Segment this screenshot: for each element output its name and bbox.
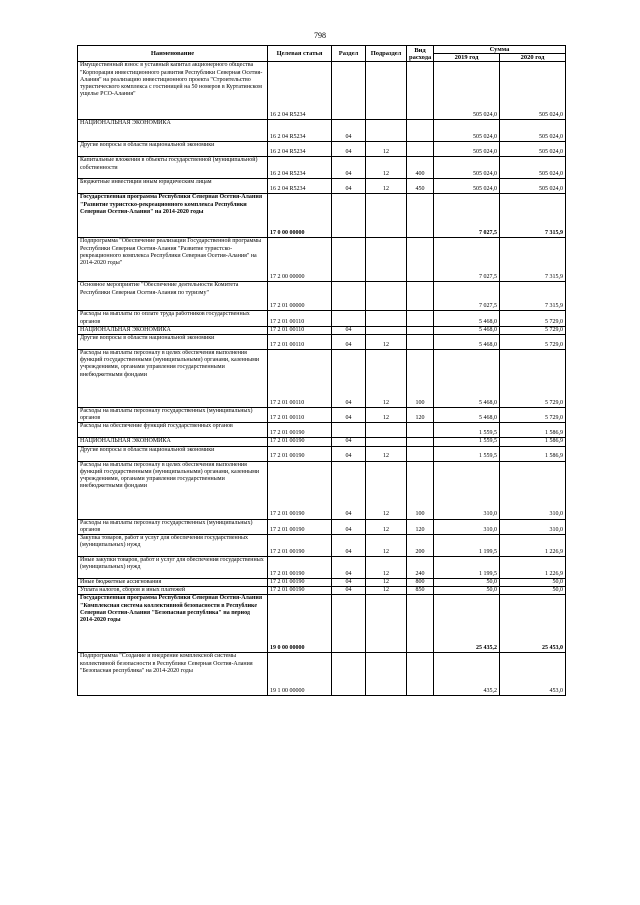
row-subsection-cell — [366, 595, 407, 653]
row-expense-type-cell — [407, 326, 434, 334]
row-subsection-cell: 12 — [366, 142, 407, 157]
table-row — [78, 587, 566, 595]
header-expense-type: Вид расхода — [407, 46, 434, 62]
row-subsection-cell: 12 — [366, 408, 407, 423]
row-amount-2019-cell: 505 024,0 — [434, 157, 500, 179]
row-section-cell: 04 — [332, 326, 366, 334]
row-name-cell: Расходы на выплаты персоналу в целях обеспечения выполнения функций государственными (муниципальными) органами, казенными учреждениями, органами управления государственными внебюджетными фондами — [78, 461, 268, 519]
row-expense-type-cell: 850 — [407, 587, 434, 595]
row-amount-2019-cell: 505 024,0 — [434, 120, 500, 142]
row-name-cell: Расходы на выплаты по оплате труда работников государственных органов — [78, 311, 268, 326]
table-row — [78, 653, 566, 696]
row-target-code-cell: 17 2 01 00190 — [268, 446, 332, 461]
table-row — [78, 282, 566, 311]
row-subsection-cell — [366, 653, 407, 696]
row-name-cell: Имущественный взнос в уставный капитал акционерного общества "Корпорация инвестиционного развития Республики Северная Осетия-Алания" на реализацию инвестиционного проекта "Строительство туристического комплекса с гостиницей на 50 номеров в Куртатинском ущелье РСО-Алания" — [78, 62, 268, 120]
row-subsection-cell — [366, 194, 407, 238]
budget-table — [77, 45, 566, 696]
row-amount-2019-cell: 7 027,5 — [434, 238, 500, 282]
row-amount-2019-cell: 50,0 — [434, 587, 500, 595]
row-expense-type-cell: 120 — [407, 408, 434, 423]
row-expense-type-cell: 450 — [407, 179, 434, 194]
table-row — [78, 557, 566, 579]
row-name-cell: Бюджетные инвестиции иным юридическим лицам — [78, 179, 268, 194]
row-amount-2019-cell: 5 468,0 — [434, 335, 500, 350]
row-amount-2019-cell: 310,0 — [434, 519, 500, 534]
table-row — [78, 423, 566, 438]
row-expense-type-cell — [407, 238, 434, 282]
row-subsection-cell: 12 — [366, 579, 407, 587]
row-subsection-cell — [366, 423, 407, 438]
row-target-code-cell: 17 2 01 00190 — [268, 519, 332, 534]
row-amount-2020-cell: 310,0 — [500, 519, 566, 534]
row-expense-type-cell — [407, 120, 434, 142]
row-section-cell: 04 — [332, 120, 366, 142]
row-name-cell: Другие вопросы в области национальной экономики — [78, 335, 268, 350]
row-amount-2020-cell: 5 729,0 — [500, 311, 566, 326]
row-section-cell — [332, 595, 366, 653]
row-target-code-cell: 16 2 04 R5234 — [268, 157, 332, 179]
row-amount-2020-cell: 5 729,0 — [500, 350, 566, 408]
row-amount-2020-cell: 453,0 — [500, 653, 566, 696]
row-amount-2020-cell: 1 226,9 — [500, 557, 566, 579]
row-amount-2020-cell: 50,0 — [500, 579, 566, 587]
row-section-cell: 04 — [332, 179, 366, 194]
table-row — [78, 62, 566, 120]
row-subsection-cell: 12 — [366, 519, 407, 534]
row-expense-type-cell: 100 — [407, 350, 434, 408]
row-target-code-cell: 17 2 01 00000 — [268, 282, 332, 311]
row-name-cell: НАЦИОНАЛЬНАЯ ЭКОНОМИКА — [78, 326, 268, 334]
row-subsection-cell: 12 — [366, 535, 407, 557]
row-subsection-cell: 12 — [366, 157, 407, 179]
row-name-cell: Расходы на выплаты персоналу в целях обеспечения выполнения функций государственными (муниципальными) органами, казенными учреждениями, органами управления государственными внебюджетными фондами — [78, 350, 268, 408]
row-target-code-cell: 19 0 00 00000 — [268, 595, 332, 653]
row-name-cell: Расходы на выплаты персоналу государственных (муниципальных) органов — [78, 408, 268, 423]
row-name-cell: Другие вопросы в области национальной экономики — [78, 446, 268, 461]
row-target-code-cell: 17 2 01 00110 — [268, 408, 332, 423]
row-expense-type-cell: 100 — [407, 461, 434, 519]
row-section-cell: 04 — [332, 438, 366, 446]
row-section-cell: 04 — [332, 142, 366, 157]
row-target-code-cell: 16 2 04 R5234 — [268, 62, 332, 120]
row-amount-2019-cell: 7 027,5 — [434, 282, 500, 311]
row-name-cell: Закупка товаров, работ и услуг для обеспечения государственных (муниципальных) нужд — [78, 535, 268, 557]
row-target-code-cell: 17 2 00 00000 — [268, 238, 332, 282]
row-expense-type-cell: 800 — [407, 579, 434, 587]
row-section-cell: 04 — [332, 535, 366, 557]
row-amount-2020-cell: 7 315,9 — [500, 238, 566, 282]
row-amount-2020-cell: 7 315,9 — [500, 282, 566, 311]
row-amount-2020-cell: 505 024,0 — [500, 120, 566, 142]
row-target-code-cell: 16 2 04 R5234 — [268, 179, 332, 194]
row-section-cell: 04 — [332, 587, 366, 595]
table-row — [78, 519, 566, 534]
header-year-2020: 2020 год — [500, 54, 566, 62]
row-section-cell: 04 — [332, 579, 366, 587]
row-subsection-cell — [366, 120, 407, 142]
row-section-cell: 04 — [332, 557, 366, 579]
table-row — [78, 157, 566, 179]
row-expense-type-cell — [407, 282, 434, 311]
row-subsection-cell: 12 — [366, 557, 407, 579]
row-amount-2019-cell: 1 199,5 — [434, 535, 500, 557]
row-subsection-cell: 12 — [366, 350, 407, 408]
row-target-code-cell: 17 2 01 00110 — [268, 311, 332, 326]
table-row — [78, 350, 566, 408]
row-name-cell: НАЦИОНАЛЬНАЯ ЭКОНОМИКА — [78, 438, 268, 446]
row-target-code-cell: 17 0 00 00000 — [268, 194, 332, 238]
row-amount-2019-cell: 5 468,0 — [434, 311, 500, 326]
row-section-cell: 04 — [332, 350, 366, 408]
header-sum: Сумма — [434, 46, 566, 54]
table-row — [78, 579, 566, 587]
row-amount-2019-cell: 5 468,0 — [434, 350, 500, 408]
row-target-code-cell: 17 2 01 00190 — [268, 438, 332, 446]
row-expense-type-cell — [407, 335, 434, 350]
row-amount-2019-cell: 310,0 — [434, 461, 500, 519]
row-name-cell: Иные закупки товаров, работ и услуг для обеспечения государственных (муниципальных) нужд — [78, 557, 268, 579]
row-target-code-cell: 19 1 00 00000 — [268, 653, 332, 696]
row-section-cell: 04 — [332, 461, 366, 519]
row-target-code-cell: 17 2 01 00110 — [268, 326, 332, 334]
table-row — [78, 179, 566, 194]
page-number: 798 — [314, 31, 326, 40]
row-subsection-cell — [366, 326, 407, 334]
row-amount-2019-cell: 505 024,0 — [434, 179, 500, 194]
table-row — [78, 311, 566, 326]
row-amount-2019-cell: 7 027,5 — [434, 194, 500, 238]
row-amount-2019-cell: 5 468,0 — [434, 326, 500, 334]
row-target-code-cell: 17 2 01 00190 — [268, 557, 332, 579]
row-amount-2019-cell: 1 199,5 — [434, 557, 500, 579]
row-section-cell: 04 — [332, 408, 366, 423]
row-section-cell — [332, 194, 366, 238]
table-row — [78, 438, 566, 446]
row-amount-2020-cell: 505 024,0 — [500, 157, 566, 179]
header-name: Наименование — [78, 46, 268, 62]
header-target: Целевая статья — [268, 46, 332, 62]
header-section: Раздел — [332, 46, 366, 62]
row-amount-2020-cell: 5 729,0 — [500, 408, 566, 423]
row-name-cell: Основное мероприятие "Обеспечение деятельности Комитета Республики Северная Осетия-Алания по туризму" — [78, 282, 268, 311]
row-amount-2020-cell: 505 024,0 — [500, 142, 566, 157]
row-amount-2020-cell: 505 024,0 — [500, 62, 566, 120]
row-name-cell: НАЦИОНАЛЬНАЯ ЭКОНОМИКА — [78, 120, 268, 142]
row-amount-2020-cell: 5 729,0 — [500, 326, 566, 334]
row-amount-2019-cell: 1 559,5 — [434, 446, 500, 461]
row-amount-2019-cell: 505 024,0 — [434, 62, 500, 120]
row-amount-2020-cell: 1 586,9 — [500, 446, 566, 461]
row-target-code-cell: 17 2 01 00110 — [268, 350, 332, 408]
row-section-cell — [332, 311, 366, 326]
row-name-cell: Иные бюджетные ассигнования — [78, 579, 268, 587]
row-expense-type-cell — [407, 446, 434, 461]
row-expense-type-cell — [407, 62, 434, 120]
row-amount-2020-cell: 1 226,9 — [500, 535, 566, 557]
row-amount-2020-cell: 310,0 — [500, 461, 566, 519]
row-amount-2020-cell: 5 729,0 — [500, 335, 566, 350]
row-section-cell: 04 — [332, 157, 366, 179]
row-target-code-cell: 17 2 01 00190 — [268, 587, 332, 595]
row-subsection-cell — [366, 438, 407, 446]
row-amount-2020-cell: 505 024,0 — [500, 179, 566, 194]
row-subsection-cell — [366, 311, 407, 326]
row-section-cell — [332, 282, 366, 311]
row-target-code-cell: 17 2 01 00190 — [268, 423, 332, 438]
row-name-cell: Государственная программа Республики Северная Осетия-Алания "Развитие туристско-рекреационного комплекса Республики Северная Осетия-Алания" на 2014-2020 годы — [78, 194, 268, 238]
row-expense-type-cell — [407, 194, 434, 238]
row-subsection-cell — [366, 238, 407, 282]
row-target-code-cell: 17 2 01 00110 — [268, 335, 332, 350]
table-row — [78, 142, 566, 157]
row-name-cell: Подпрограмма "Создание и внедрение комплексной системы коллективной безопасности в Республике Северная Осетия-Алания "Безопасная республика" на 2014-2020 годы — [78, 653, 268, 696]
table-row — [78, 326, 566, 334]
row-expense-type-cell: 120 — [407, 519, 434, 534]
table-row — [78, 408, 566, 423]
table-row — [78, 238, 566, 282]
row-amount-2019-cell: 435,2 — [434, 653, 500, 696]
row-name-cell: Расходы на обеспечение функций государственных органов — [78, 423, 268, 438]
row-amount-2020-cell: 25 453,0 — [500, 595, 566, 653]
row-amount-2019-cell: 1 559,5 — [434, 423, 500, 438]
row-section-cell: 04 — [332, 335, 366, 350]
row-amount-2019-cell: 5 468,0 — [434, 408, 500, 423]
row-subsection-cell — [366, 62, 407, 120]
row-name-cell: Другие вопросы в области национальной экономики — [78, 142, 268, 157]
header-subsection: Подраздел — [366, 46, 407, 62]
row-section-cell: 04 — [332, 446, 366, 461]
row-name-cell: Подпрограмма "Обеспечение реализации Государственной программы Республики Северная Осетия-Алания "Развитие туристско-рекреационного комплекса Республики Северная Осетия-Алания" на 2014-2020 годы" — [78, 238, 268, 282]
row-subsection-cell: 12 — [366, 446, 407, 461]
table-row — [78, 194, 566, 238]
row-name-cell: Уплата налогов, сборов и иных платежей — [78, 587, 268, 595]
row-expense-type-cell — [407, 423, 434, 438]
row-expense-type-cell: 400 — [407, 157, 434, 179]
row-amount-2019-cell: 50,0 — [434, 579, 500, 587]
row-subsection-cell — [366, 282, 407, 311]
row-amount-2019-cell: 505 024,0 — [434, 142, 500, 157]
row-subsection-cell: 12 — [366, 335, 407, 350]
row-name-cell: Капитальные вложения в объекты государственной (муниципальной) собственности — [78, 157, 268, 179]
row-subsection-cell: 12 — [366, 587, 407, 595]
table-row — [78, 535, 566, 557]
table-row — [78, 595, 566, 653]
row-name-cell: Расходы на выплаты персоналу государственных (муниципальных) органов — [78, 519, 268, 534]
row-section-cell — [332, 238, 366, 282]
row-section-cell: 04 — [332, 519, 366, 534]
row-expense-type-cell — [407, 438, 434, 446]
row-target-code-cell: 17 2 01 00190 — [268, 579, 332, 587]
row-expense-type-cell — [407, 595, 434, 653]
row-target-code-cell: 17 2 01 00190 — [268, 461, 332, 519]
row-target-code-cell: 16 2 04 R5234 — [268, 142, 332, 157]
row-target-code-cell: 16 2 04 R5234 — [268, 120, 332, 142]
row-expense-type-cell — [407, 142, 434, 157]
table-row — [78, 120, 566, 142]
row-expense-type-cell: 200 — [407, 535, 434, 557]
header-year-2019: 2019 год — [434, 54, 500, 62]
row-subsection-cell: 12 — [366, 461, 407, 519]
row-section-cell — [332, 653, 366, 696]
row-section-cell — [332, 62, 366, 120]
row-expense-type-cell — [407, 653, 434, 696]
row-amount-2019-cell: 1 559,5 — [434, 438, 500, 446]
row-expense-type-cell: 240 — [407, 557, 434, 579]
table-row — [78, 461, 566, 519]
row-amount-2020-cell: 50,0 — [500, 587, 566, 595]
row-name-cell: Государственная программа Республики Северная Осетия-Алания "Комплексная система коллективной безопасности в Республике Северная Осетия-Алания "Безопасная республика" на период 2014-2020 годы — [78, 595, 268, 653]
table-row — [78, 446, 566, 461]
row-target-code-cell: 17 2 01 00190 — [268, 535, 332, 557]
row-amount-2020-cell: 1 586,9 — [500, 438, 566, 446]
row-subsection-cell: 12 — [366, 179, 407, 194]
row-amount-2019-cell: 25 435,2 — [434, 595, 500, 653]
row-section-cell — [332, 423, 366, 438]
row-amount-2020-cell: 1 586,9 — [500, 423, 566, 438]
row-expense-type-cell — [407, 311, 434, 326]
table-row — [78, 335, 566, 350]
row-amount-2020-cell: 7 315,9 — [500, 194, 566, 238]
